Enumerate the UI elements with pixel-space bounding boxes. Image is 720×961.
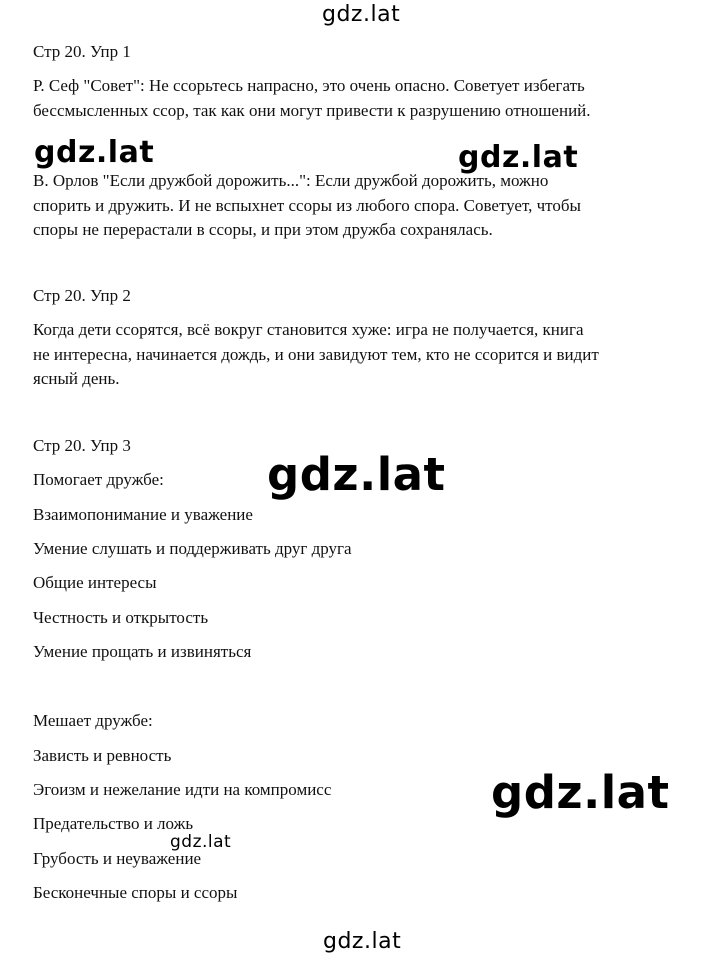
hinders-item-2: Эгоизм и нежелание идти на компромисс: [33, 780, 332, 799]
hinders-item-3: Предательство и ложь: [33, 814, 194, 833]
ex2-p1-line-1: Когда дети ссорятся, всё вокруг становится хуже: игра не получается, книга: [33, 320, 584, 339]
ex1-paragraph-1: [33, 74, 683, 123]
helps-title: Помогает дружбе:: [33, 470, 164, 489]
ex2-heading: Стр 20. Упр 2: [33, 286, 131, 305]
watermark-lower-right: gdz.lat: [491, 766, 670, 819]
helps-item-5: Умение прощать и извиняться: [33, 642, 252, 661]
helps-item-1: Взаимопонимание и уважение: [33, 505, 253, 524]
hinders-item-4: Грубость и неуважение: [33, 849, 202, 868]
watermark-right: gdz.lat: [458, 140, 579, 175]
watermark-bottom: gdz.lat: [323, 929, 402, 954]
ex1-paragraph-2: [33, 169, 683, 243]
ex1-p1-line-1: Р. Сеф "Совет": Не ссорьтесь напрасно, это очень опасно. Советует избегать: [33, 76, 585, 95]
ex3-heading: Стр 20. Упр 3: [33, 436, 131, 455]
ex1-heading: Стр 20. Упр 1: [33, 42, 131, 61]
hinders-item-1: Зависть и ревность: [33, 746, 172, 765]
helps-item-3: Общие интересы: [33, 573, 157, 592]
watermark-left: gdz.lat: [34, 135, 155, 170]
ex1-p2-line-1: В. Орлов "Если дружбой дорожить...": Если дружбой дорожить, можно: [33, 171, 549, 190]
ex1-p2-line-3: споры не перерастали в ссоры, и при этом дружба сохранялась.: [33, 220, 493, 239]
helps-item-2: Умение слушать и поддерживать друг друга: [33, 539, 352, 558]
ex1-p2-line-2: спорить и дружить. И не вспыхнет ссоры из любого спора. Советует, чтобы: [33, 195, 581, 215]
ex2-p1-line-2: не интересна, начинается дождь, и они завидуют тем, кто не ссорится и видит: [33, 344, 599, 364]
hinders-item-5: Бесконечные споры и ссоры: [33, 883, 238, 902]
hinders-title: Мешает дружбе:: [33, 711, 153, 730]
watermark-lower-small: gdz.lat: [170, 832, 232, 852]
watermark-top: gdz.lat: [322, 2, 401, 27]
ex2-p1-line-3: ясный день.: [33, 369, 120, 388]
watermark-center: gdz.lat: [267, 448, 446, 501]
helps-item-4: Честность и открытость: [33, 608, 209, 627]
ex1-p1-line-2: бессмысленных ссор, так как они могут привести к разрушению отношений.: [33, 100, 591, 120]
ex2-paragraph: [33, 318, 683, 392]
